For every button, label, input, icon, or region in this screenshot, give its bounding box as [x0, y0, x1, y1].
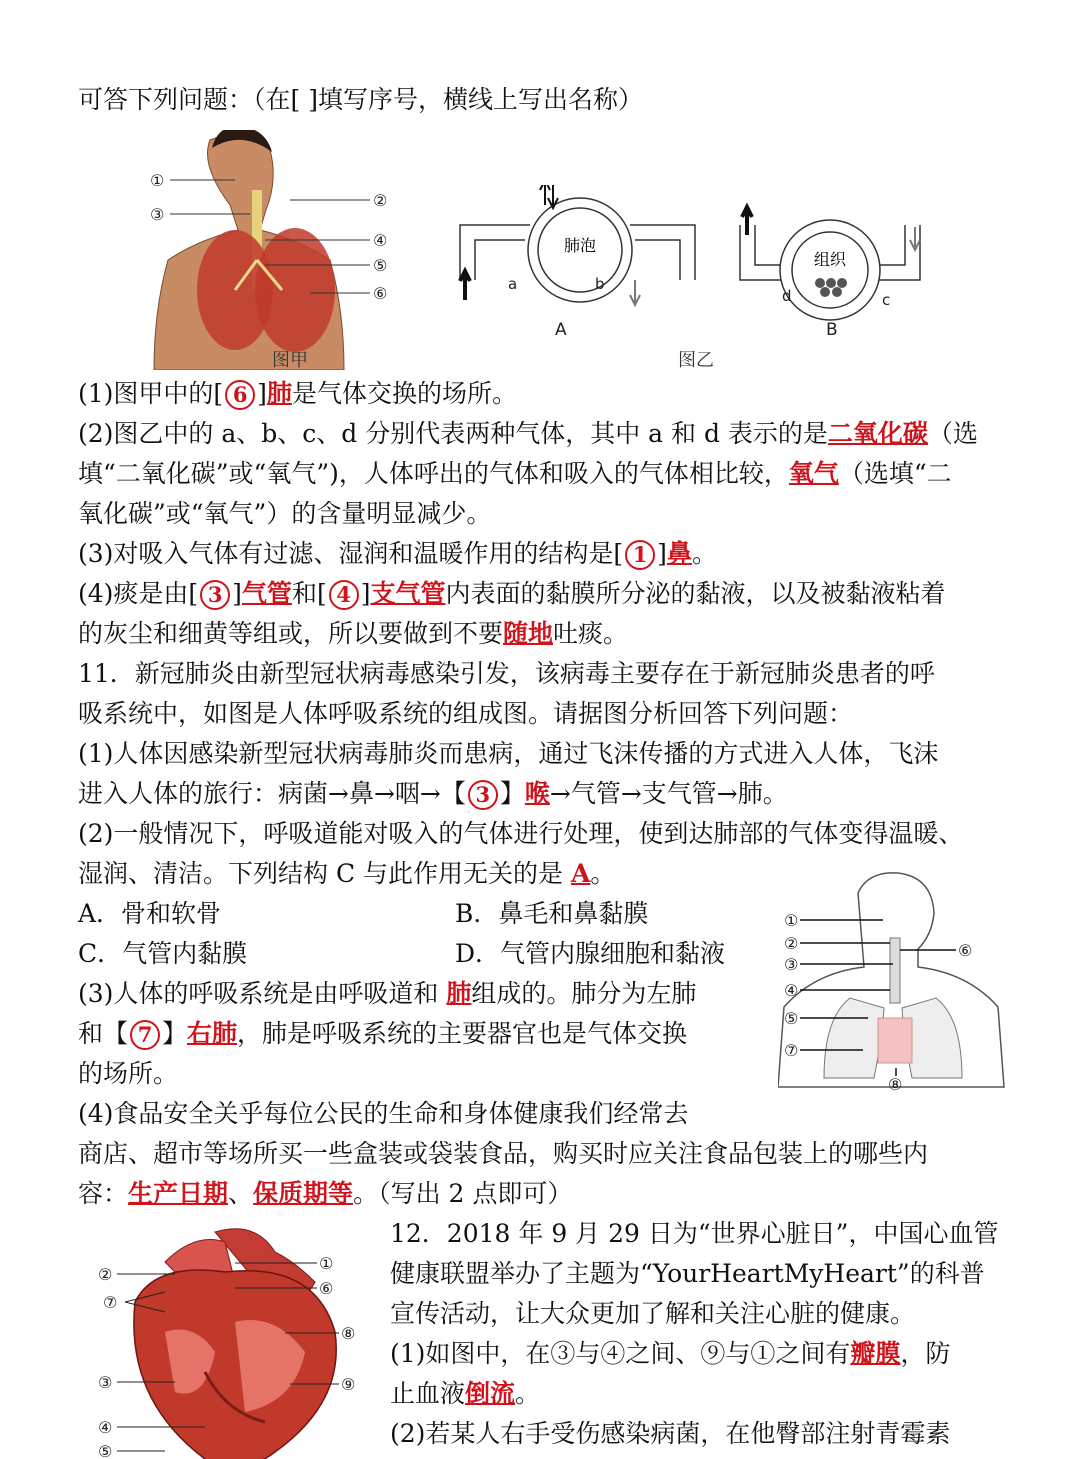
answer-text: 氧气 — [788, 459, 839, 488]
heart-marker: ⑨ — [341, 1375, 356, 1394]
q10-part1: (1)图甲中的[ 6 ]肺是气体交换的场所。 — [78, 379, 517, 408]
heart-marker: ⑥ — [319, 1279, 334, 1298]
answer-number: 3 — [200, 580, 230, 610]
jia-marker: ② — [373, 191, 388, 210]
q12-stem-line3: 宣传活动，让大众更加了解和关注心脏的健康。 — [390, 1299, 916, 1328]
q11-option-a: A．骨和软骨 — [78, 899, 222, 928]
answer-number: 3 — [468, 780, 498, 810]
jia-marker: ⑤ — [373, 256, 388, 275]
q11-marker: ⑥ — [958, 941, 973, 960]
q11-option-d: D．气管内腺细胞和黏液 — [455, 939, 726, 968]
jia-marker: ③ — [150, 205, 165, 224]
q11-part4-line1: (4)食品安全关乎每位公民的生命和身体健康我们经常去 — [78, 1099, 689, 1128]
q11-part3-line3: 的场所。 — [78, 1059, 179, 1088]
figure-jia-caption: 图甲 — [272, 350, 308, 371]
q12-stem-line1: 12．2018 年 9 月 29 日为“世界心脏日”，中国心血管 — [390, 1219, 999, 1248]
answer-text: 生产日期 — [128, 1179, 229, 1208]
yi-gas-c: c — [882, 291, 891, 309]
q11-part3-line1: (3)人体的呼吸系统是由呼吸道和 肺组成的。肺分为左肺 — [78, 979, 697, 1008]
figure-jia-respiratory-system — [140, 130, 410, 370]
q10-part2-line1: (2)图乙中的 a、b、c、d 分别代表两种气体，其中 a 和 d 表示的是二氧化碳（选 — [78, 419, 978, 448]
answer-text: 随地 — [503, 619, 554, 648]
q10-part4-line1: (4)痰是由[ 3 ]气管和[ 4 ]支气管内表面的黏膜所分泌的黏液，以及被黏液粘着 — [78, 579, 946, 608]
q11-part4-line2: 商店、超市等场所买一些盒装或袋装食品，购买时应关注食品包装上的哪些内 — [78, 1139, 929, 1168]
answer-number: 7 — [130, 1020, 160, 1050]
answer-text: 倒流 — [465, 1379, 516, 1408]
answer-text: 鼻 — [666, 539, 692, 568]
heart-marker: ④ — [98, 1418, 113, 1437]
yi-label-a: A — [555, 320, 567, 340]
heart-marker: ⑧ — [341, 1324, 356, 1343]
figure-q11-respiratory-outline — [778, 868, 1018, 1093]
yi-gas-b: b — [595, 275, 605, 293]
yi-alveolus-label: 肺泡 — [563, 236, 597, 255]
heart-marker: ③ — [98, 1373, 113, 1392]
answer-text: 气管 — [241, 579, 292, 608]
q11-option-c: C．气管内黏膜 — [78, 939, 248, 968]
heart-marker: ① — [319, 1254, 334, 1273]
answer-number: 4 — [329, 580, 359, 610]
answer-text: 瓣膜 — [850, 1339, 901, 1368]
figure-yi-gas-exchange — [450, 185, 950, 345]
yi-gas-d: d — [782, 287, 792, 305]
answer-text: 肺 — [266, 379, 292, 408]
answer-text: 支气管 — [370, 579, 446, 608]
intro-text: 可答下列问题：（在[ ]填写序号，横线上写出名称） — [78, 85, 643, 114]
heart-marker: ⑦ — [103, 1293, 118, 1312]
q11-marker: ⑤ — [784, 1009, 799, 1028]
answer-text: 右肺 — [187, 1019, 238, 1048]
yi-gas-a: a — [508, 275, 518, 293]
q11-part4-line3: 容：生产日期、保质期等。（写出 2 点即可） — [78, 1179, 573, 1208]
answer-text: 喉 — [524, 779, 550, 808]
yi-label-b: B — [826, 320, 838, 340]
q11-stem-line1: 11．新冠肺炎由新型冠状病毒感染引发，该病毒主要存在于新冠肺炎患者的呼 — [78, 659, 935, 688]
answer-text: 肺 — [446, 979, 472, 1008]
jia-marker: ⑥ — [373, 284, 388, 303]
figure-yi-caption: 图乙 — [678, 350, 714, 371]
q11-marker: ⑧ — [888, 1075, 903, 1093]
jia-marker: ① — [150, 171, 165, 190]
heart-marker: ② — [98, 1265, 113, 1284]
q12-part1-line1: (1)如图中，在③与④之间、⑨与①之间有瓣膜，防 — [390, 1339, 951, 1368]
q11-marker: ② — [784, 934, 799, 953]
answer-text: 二氧化碳 — [827, 419, 928, 448]
answer-text: 保质期等 — [253, 1179, 354, 1208]
jia-marker: ④ — [373, 231, 388, 250]
q11-marker: ④ — [784, 981, 799, 1000]
q10-part3: (3)对吸入气体有过滤、湿润和温暖作用的结构是[ 1 ]鼻。 — [78, 539, 717, 568]
q11-marker: ① — [784, 911, 799, 930]
answer-text: A — [570, 859, 591, 888]
yi-tissue-label: 组织 — [813, 250, 847, 269]
q12-stem-line2: 健康联盟举办了主题为“YourHeartMyHeart”的科普 — [390, 1259, 985, 1288]
q11-marker: ⑦ — [784, 1041, 799, 1060]
q11-part2-line2: 湿润、清洁。下列结构 C 与此作用无关的是 A。 — [78, 859, 616, 888]
answer-number: 6 — [225, 380, 255, 410]
figure-q12-heart — [95, 1222, 370, 1459]
q12-part2-line1: (2)若某人右手受伤感染病菌，在他臀部注射青霉素 — [390, 1419, 951, 1448]
q11-part2-line1: (2)一般情况下，呼吸道能对吸入的气体进行处理，使到达肺部的气体变得温暖、 — [78, 819, 964, 848]
q11-part1-line2: 进入人体的旅行：病菌→鼻→咽→【 3 】喉→气管→支气管→肺。 — [78, 779, 788, 808]
q11-marker: ③ — [784, 955, 799, 974]
q10-part2-line2: 填“二氧化碳”或“氧气”)，人体呼出的气体和吸入的气体相比较，氧气（选填“二 — [78, 459, 952, 488]
q11-part3-line2: 和【 7 】右肺，肺是呼吸系统的主要器官也是气体交换 — [78, 1019, 688, 1048]
answer-number: 1 — [625, 540, 655, 570]
q11-stem-line2: 吸系统中，如图是人体呼吸系统的组成图。请据图分析回答下列问题： — [78, 699, 854, 728]
heart-marker: ⑤ — [98, 1442, 113, 1459]
q11-part1-line1: (1)人体因感染新型冠状病毒肺炎而患病，通过飞沫传播的方式进入人体，飞沫 — [78, 739, 939, 768]
q10-part4-line2: 的灰尘和细黄等组或，所以要做到不要随地吐痰。 — [78, 619, 629, 648]
q11-option-b: B．鼻毛和鼻黏膜 — [455, 899, 649, 928]
q10-part2-line3: 氧化碳”或“氧气”）的含量明显减少。 — [78, 499, 492, 528]
q12-part1-line2: 止血液倒流。 — [390, 1379, 541, 1408]
